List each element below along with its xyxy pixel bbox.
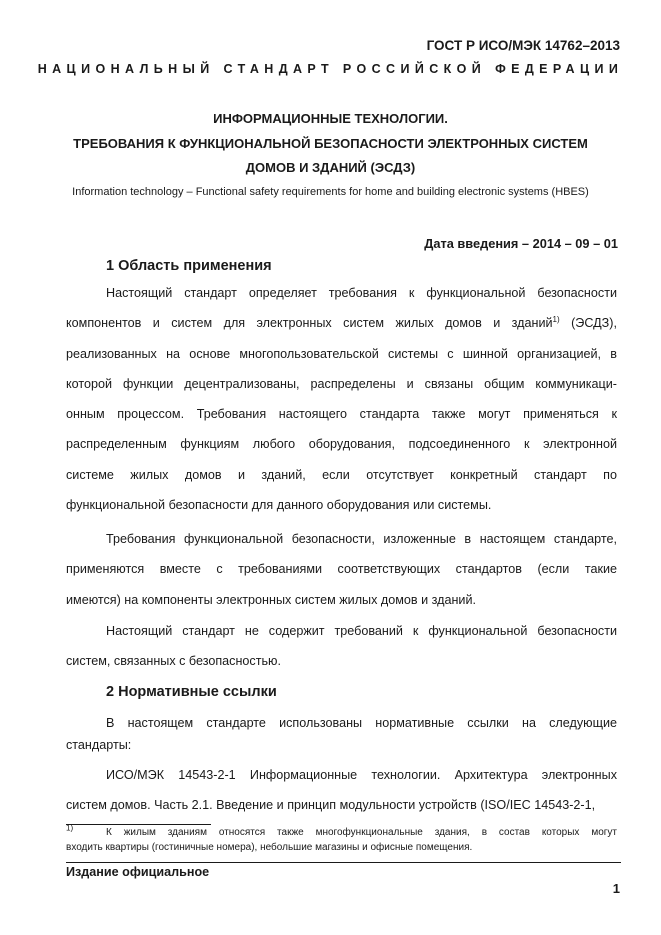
footnote-ref: 1) [552,315,560,325]
footnote-line: входить квартиры (гостиничные номера), небольшие магазины и офисные помещения. [66,841,473,853]
text-line: имеются) на компоненты электронных систем жилых домов и зданий. [66,592,476,607]
footnote-separator [66,824,211,825]
document-code: ГОСТ Р ИСО/МЭК 14762–2013 [426,38,620,53]
footnote-mark: 1) [66,823,74,833]
section-1-heading: 1 Область применения [106,258,272,274]
section-2-paragraph-2 [66,760,617,821]
footnote [66,823,617,855]
section-1-paragraph-3 [66,616,617,677]
text-line: онным процессом. Требования настоящего стандарта также могут применяться к [66,407,617,422]
text-line: реализованных на основе многопользовательской системы с шинной организацией, в [66,346,617,361]
edition-label: Издание официальное [66,865,210,879]
english-title: Information technology – Functional safety requirements for home and building electronic systems (HBES) [72,186,589,198]
text-line: функциональной безопасности для данного оборудования или системы. [66,498,492,513]
section-2-paragraph-1 [66,712,617,756]
footer-rule [66,862,621,863]
title-line-1: ИНФОРМАЦИОННЫЕ ТЕХНОЛОГИИ. [213,111,448,126]
section-2-heading: 2 Нормативные ссылки [106,684,277,700]
section-1-paragraph-2 [66,524,617,615]
title-line-2: ТРЕБОВАНИЯ К ФУНКЦИОНАЛЬНОЙ БЕЗОПАСНОСТИ ЭЛЕКТРОННЫХ СИСТЕМ [73,136,588,151]
text-line: распределенным функциям любого оборудования, подсоединенного к электронной [66,437,617,452]
text-line: В настоящем стандарте использованы нормативные ссылки на следующие [106,716,617,730]
date-of-introduction: Дата введения – 2014 – 09 – 01 [424,236,618,251]
text-line: системе жилых домов и зданий, если отсутствует конкретный стандарт по [66,467,617,482]
text-line: которой функции децентрализованы, распределены и связаны общим коммуникаци- [66,376,617,391]
text-line: применяются вместе с требованиями соответствующих стандартов (если такие [66,562,617,577]
text-line: Требования функциональной безопасности, изложенные в настоящем стандарте, [106,532,617,546]
text-line: Настоящий стандарт определяет требования к функциональной безопасности [106,286,617,300]
page-number: 1 [612,881,620,896]
national-standard-banner: НАЦИОНАЛЬНЫЙ СТАНДАРТ РОССИЙСКОЙ ФЕДЕРАЦИИ [37,62,624,76]
title-line-3: ДОМОВ И ЗДАНИЙ (ЭСДЗ) [245,160,416,175]
text-line: систем, связанных с безопасностью. [66,654,281,669]
text-line: компонентов и систем для электронных систем жилых домов и зданий [66,316,553,331]
text-line: стандарты: [66,738,132,752]
text-line: систем домов. Часть 2.1. Введение и принцип модульности устройств (ISO/IEC 14543-2-1, [66,798,596,813]
text-line: ИСО/МЭК 14543-2-1 Информационные технологии. Архитектура электронных [106,768,617,782]
text-line: Настоящий стандарт не содержит требований к функциональной безопасности [106,624,617,638]
text-line: (ЭСДЗ), [571,316,617,331]
section-1-paragraph-1 [66,278,617,520]
footnote-line: К жилым зданиям относятся также многофункциональные здания, в состав которых могут [106,827,617,838]
